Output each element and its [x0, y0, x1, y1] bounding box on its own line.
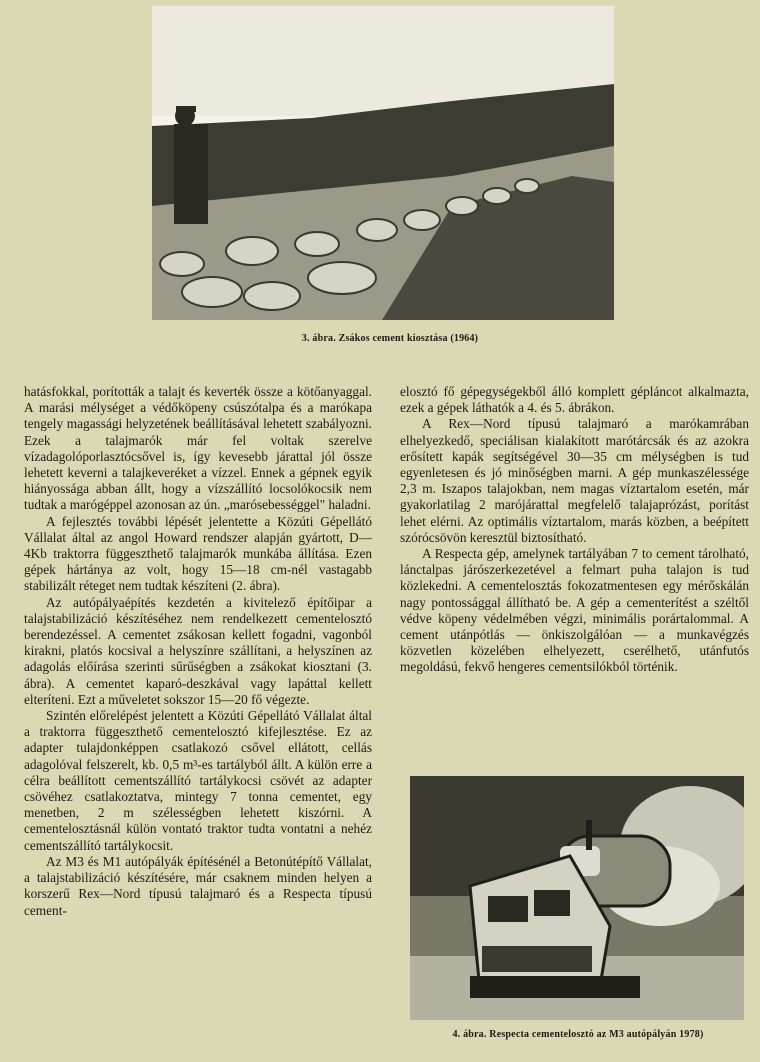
left-text-column: [24, 384, 372, 919]
figure-4-caption: 4. ábra. Respecta cementelosztó az M3 autópályán 1978): [452, 1029, 704, 1040]
figure-4-photo: [410, 776, 744, 1020]
paragraph: Szintén előrelépést jelentett a Közúti Gépellátó Vállalat által a traktorra függeszthető cementelosztó kifejlesztése. Ez az adapter tulajdonképpen csatlakozó csővel ellátott, cellás adagolóval felszerelt, kb. 0,5 m³-es tartályból állt. A külön erre a célra beállított cementszállító tartálykocsi csövét az adapter csövéhez csatlakoztatva, mintegy 7 tonna cementet, egy menetben, 2 m szélességben lehetett kiszórni. A cementelosztásnál külön vontató traktor tudta vontatni a nehéz cementszállító tartálykocsit.: [24, 708, 372, 853]
paragraph: Az M3 és M1 autópályák építésénél a Betonútépítő Vállalat, a talajstabilizáció készítésére, már csaknem minden helyen a korszerű Rex—Nord típusú talajmaró és a Respecta típusú cement-: [24, 853, 372, 918]
respecta-machine-image: [410, 776, 744, 1020]
figure-3-photo: [152, 6, 614, 320]
paragraph: elosztó fő gépegységekből álló komplett gépláncot alkalmazta, ezek a gépek láthatók a 4. és 5. ábrákon.: [400, 384, 749, 416]
right-text-column: [400, 384, 749, 676]
paragraph: A fejlesztés további lépését jelentette a Közúti Gépellátó Vállalat által az angol Howard rendszer alapján gyártott, D—4Kb traktorra függeszthető talajmarók munkába állítása. Ezen gépek hártánya az volt, hogy 15—18 cm-nél vastagabb stabilizált réteget nem tudtak készíteni (2. ábra).: [24, 513, 372, 594]
cement-bags-field-image: [152, 6, 614, 320]
paragraph: A Rex—Nord típusú talajmaró a marókamrában elhelyezkedő, speciálisan kialakított marótárcsák és az azokra erősített kapák segítségével 30—35 cm mélységben is tud egyenletesen és jó minőségben marni. A gép munkaszélessége 2,3 m. Iszapos talajokban, nem magas víztartalom esetén, már gyakorlatilag 2 marójárattal megfelelő talajaprózást, porítást lehet elérni. Az optimális víztartalom, marás közben, a beépített szórócsövön keresztül biztosítható.: [400, 416, 749, 545]
paragraph: A Respecta gép, amelynek tartályában 7 to cement tárolható, lánctalpas járószerkezetével a felmart puha talajon is tud közlekedni. A cementelosztás fokozatmentesen egy mérőskálán nagy pontossággal állítható be. A gép a cementerítést a széltől védve köpeny védelmében végzi, minimális porártalommal. A cement utánpótlás — önkiszolgálóan — a munkavégzés közvetlen közelében elhelyezett, cserélhető, utánfutós megoldású, fekvő hengeres cementsilókból történik.: [400, 546, 749, 675]
figure-3-caption: 3. ábra. Zsákos cement kiosztása (1964): [301, 333, 479, 344]
paragraph: Az autópályaépítés kezdetén a kivitelező építőipar a talajstabilizáció készítéséhez nem rendelkezett cementelosztó berendezéssel. A cementet zsákosan kellett fogadni, vagonból kirakni, platós kocsival a helyszínre szállítani, a helyszínen az adagolás előírása szerinti sűrűségben a zsákokat kiosztani (3. ábra). A cementet kaparó-deszkával vagy lapáttal kellett elteríteni. Ezt a műveletet sokszor 15—20 fő végezte.: [24, 594, 372, 707]
paragraph: hatásfokkal, porították a talajt és keverték össze a kötőanyaggal. A marási mélységet a védőköpeny csúszótalpa és a marókapa tengely magassági helyzetének beállításával lehetett szabályozni. Ezek a talajmarók már fel voltak szerelve vízadagolóporlasztócsővel is, így kevesebb járattal jól össze lehetett keverni a talajkeveréket a vízzel. Ennek a gépnek egyik hiányossága abban állt, hogy a vízszállító locsolókocsik nem tudtak a marógéppel azonosan az ún. „marósebességgel" haladni.: [24, 384, 372, 513]
